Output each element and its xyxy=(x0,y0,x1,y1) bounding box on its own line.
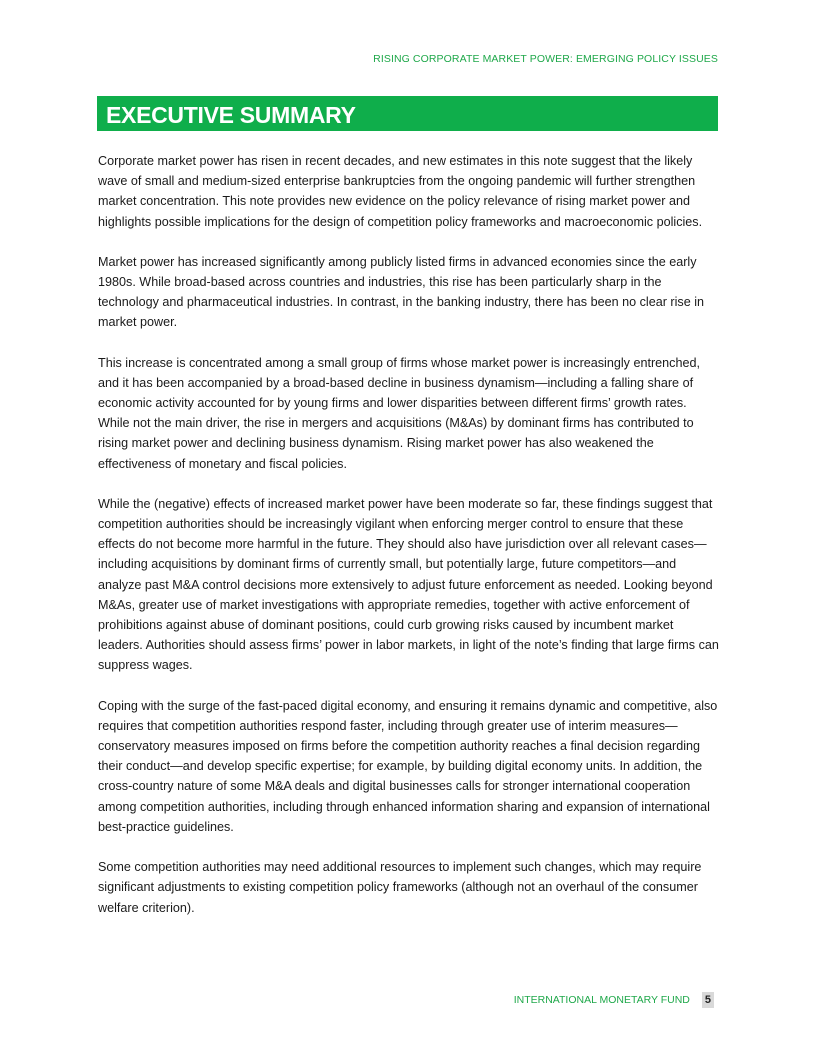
page-number: 5 xyxy=(702,992,714,1008)
body-text xyxy=(98,151,720,938)
paragraph-6: Some competition authorities may need additional resources to implement such changes, which may require significant adjustments to existing competition policy frameworks (although not an overhaul of the consumer welfare criterion). xyxy=(98,860,702,915)
paragraph-4: While the (negative) effects of increased market power have been moderate so far, these findings suggest that competition authorities should be increasingly vigilant when enforcing merger control to ensure that these effects do not become more harmful in the future. They should also have jurisdiction over all relevant cases—including acquisitions by dominant firms of currently small, but potentially large, future competitors—and analyze past M&A control decisions more extensively to adjust future enforcement as needed. Looking beyond M&As, greater use of market investigations with appropriate remedies, together with active enforcement of prohibitions against abuse of dominant positions, could curb growing risks caused by incumbent market leaders. Authorities should assess firms’ power in labor markets, in light of the note’s finding that large firms can suppress wages. xyxy=(98,496,719,673)
paragraph-2: Market power has increased significantly among publicly listed firms in advanced economies since the early 1980s. While broad-based across countries and industries, this rise has been particularly sharp in the technology and pharmaceutical industries. In contrast, in the banking industry, there has been no clear rise in market power. xyxy=(98,254,705,330)
paragraph-3: This increase is concentrated among a small group of firms whose market power is increasingly entrenched, and it has been accompanied by a broad-based decline in business dynamism—including a falling share of economic activity accounted for by young firms and lower disparities between different firms’ growth rates. While not the main driver, the rise in mergers and acquisitions (M&As) by dominant firms has contributed to rising market power and declining business dynamism. Rising market power has also weakened the effectiveness of monetary and fiscal policies. xyxy=(98,355,700,471)
paragraph-5: Coping with the surge of the fast-paced digital economy, and ensuring it remains dynamic and competitive, also requires that competition authorities respond faster, including through greater use of interim measures—conservatory measures imposed on firms before the competition authority reaches a final decision regarding their conduct—and develop specific expertise; for example, by building digital economy units. In addition, the cross-country nature of some M&A deals and digital businesses calls for stronger international cooperation among competition authorities, including through enhanced information sharing and expansion of international best-practice guidelines. xyxy=(98,698,718,834)
footer-organization: INTERNATIONAL MONETARY FUND xyxy=(513,994,690,1006)
paragraph-1: Corporate market power has risen in recent decades, and new estimates in this note suggest that the likely wave of small and medium-sized enterprise bankruptcies from the ongoing pandemic will further strengthen market concentration. This note provides new evidence on the policy relevance of rising market power and highlights possible implications for the design of competition policy frameworks and macroeconomic policies. xyxy=(98,154,703,229)
section-title: EXECUTIVE SUMMARY xyxy=(106,102,356,128)
section-title-bar xyxy=(97,96,718,131)
running-header-title: RISING CORPORATE MARKET POWER: EMERGING POLICY ISSUES xyxy=(373,53,718,65)
page-footer xyxy=(514,992,714,1008)
